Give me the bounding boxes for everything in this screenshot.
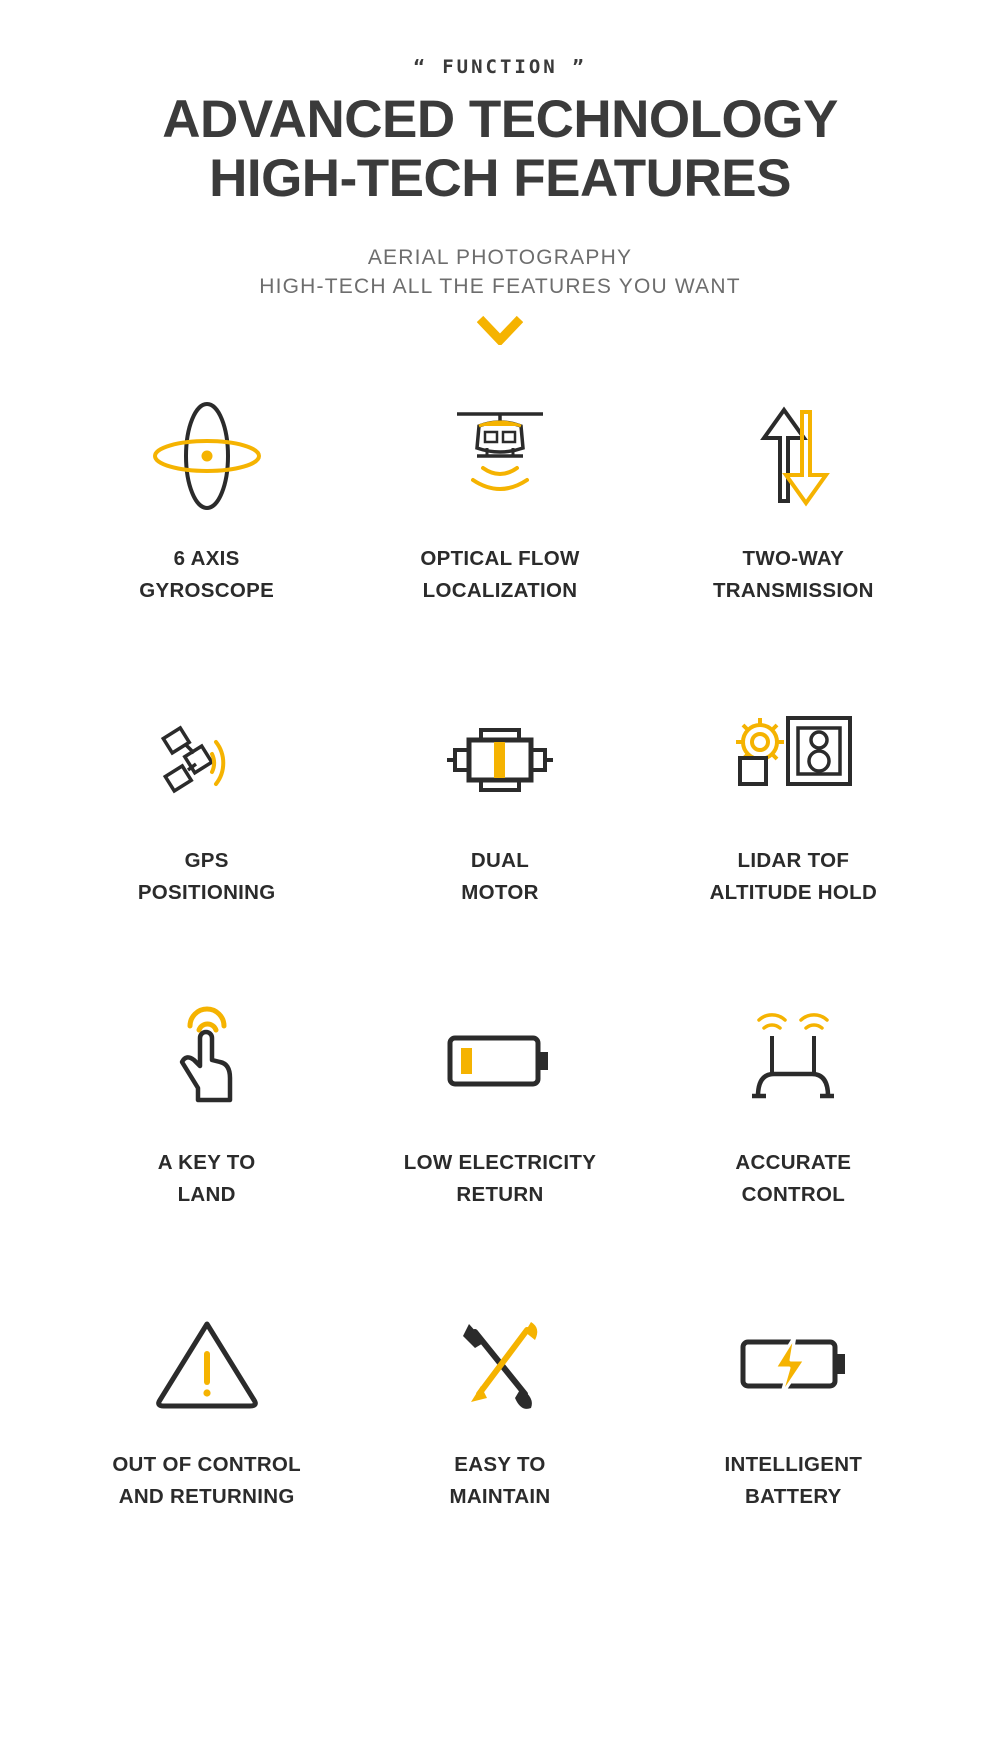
feature-item-accurate-control [647,995,940,1297]
feature-label-line-1: EASY TO [454,1452,546,1476]
feature-label-line-2: MOTOR [461,880,539,904]
feature-label-line-2: MAINTAIN [449,1484,551,1508]
feature-label-line-1: INTELLIGENT [724,1452,863,1476]
feature-label-line-2: LOCALIZATION [422,578,578,602]
feature-item-lidar [647,693,940,995]
two-way-arrows-icon [728,391,858,521]
feature-label [420,543,579,607]
feature-label-line-1: ACCURATE [735,1150,852,1174]
feature-item-out-of-control [60,1297,353,1599]
feature-item-two-way [647,391,940,693]
page-title [0,90,1000,209]
page-subtitle-line-2: HIGH-TECH ALL THE FEATURES YOU WANT [259,274,741,298]
feature-item-key-to-land [60,995,353,1297]
feature-label [461,845,538,909]
feature-label-line-1: LOW ELECTRICITY [403,1150,597,1174]
feature-label-line-2: CONTROL [741,1182,846,1206]
feature-label-line-1: DUAL [470,848,530,872]
feature-label [404,1147,596,1211]
feature-label-line-2: AND RETURNING [118,1484,295,1508]
eyebrow-text: “ FUNCTION ” [413,56,587,78]
feature-item-optical-flow [353,391,646,693]
feature-label [449,1449,550,1513]
feature-label-line-1: TWO-WAY [742,546,845,570]
feature-label-line-1: LIDAR TOF [737,848,850,872]
gyroscope-icon [142,391,272,521]
page-subtitle [0,244,1000,301]
chevron-down-icon [477,315,523,345]
lidar-sensor-icon [718,693,868,823]
hand-tap-icon [142,995,272,1125]
feature-label-line-1: 6 AXIS [173,546,240,570]
feature-label-line-2: BATTERY [745,1484,842,1508]
warning-triangle-icon [142,1297,272,1427]
feature-label-line-2: ALTITUDE HOLD [709,880,878,904]
feature-label-line-1: OPTICAL FLOW [420,546,580,570]
feature-item-gyroscope [60,391,353,693]
feature-label [710,845,878,909]
remote-antenna-icon [728,995,858,1125]
feature-label [139,543,274,607]
motor-icon [435,693,565,823]
feature-grid [60,391,940,1599]
page-title-line-1: ADVANCED TECHNOLOGY [162,90,838,149]
feature-label-line-2: GYROSCOPE [139,578,275,602]
feature-item-easy-maintain [353,1297,646,1599]
helicopter-sonar-icon [435,391,565,521]
feature-label-line-2: RETURN [456,1182,544,1206]
satellite-icon [142,693,272,823]
feature-label [138,845,276,909]
feature-label [735,1147,851,1211]
feature-item-gps [60,693,353,995]
page-header [0,0,1000,345]
feature-label-line-1: A KEY TO [157,1150,256,1174]
feature-item-motor [353,693,646,995]
feature-label-line-2: POSITIONING [137,880,276,904]
page-title-line-2: HIGH-TECH FEATURES [209,149,791,209]
feature-label-line-2: TRANSMISSION [712,578,874,602]
low-battery-icon [430,995,570,1125]
page-subtitle-line-1: AERIAL PHOTOGRAPHY [367,246,633,270]
smart-battery-icon [723,1297,863,1427]
feature-item-smart-battery [647,1297,940,1599]
feature-label [724,1449,862,1513]
feature-item-low-battery [353,995,646,1297]
feature-label-line-2: LAND [177,1182,236,1206]
wrench-screwdriver-icon [435,1297,565,1427]
feature-label-line-1: GPS [184,848,229,872]
feature-label [713,543,874,607]
feature-label [158,1147,256,1211]
feature-label [112,1449,301,1513]
feature-label-line-1: OUT OF CONTROL [112,1452,301,1476]
